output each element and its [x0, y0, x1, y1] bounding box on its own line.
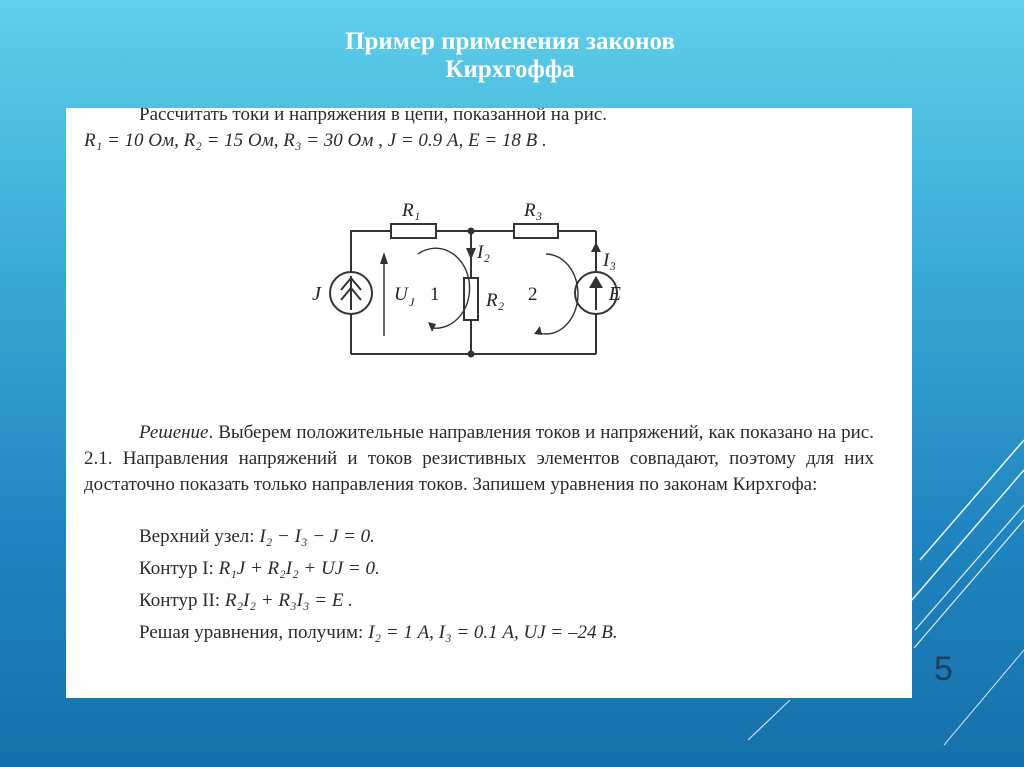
- result-label: Решая уравнения, получим:: [139, 622, 364, 643]
- label-r1: R₁: [402, 200, 421, 221]
- slide-title-line1: Пример применения законов: [345, 28, 675, 55]
- label-uj: U: [394, 284, 408, 305]
- current-arrow-i2: [466, 248, 476, 260]
- top-node-label: Верхний узел:: [139, 526, 255, 547]
- contour1-label: Контур I:: [139, 558, 214, 579]
- contour2-label: Контур II:: [139, 590, 221, 611]
- content-panel: [66, 108, 912, 698]
- solution-paragraph: [84, 420, 874, 498]
- contour2-equation: R₂I₂ + R₃I₃ = E .: [224, 590, 353, 611]
- equation-top-node: [139, 526, 375, 548]
- voltage-arrow-uj: [380, 252, 388, 336]
- label-r2: R₂: [486, 290, 505, 311]
- label-i3: I₃: [603, 250, 616, 271]
- label-e: E: [608, 283, 621, 305]
- equation-contour-2: [139, 590, 353, 612]
- contour1-equation: R₁J + R₂I₂ + UJ = 0.: [218, 558, 380, 579]
- resistor-r3: [514, 224, 558, 238]
- solution-text: . Выберем положительные направления токов и напряжений, как показано на рис. 2.1. Направления напряжений и токов резистивных элементов совпадают, поэтому для них достаточно показать только направления токов. Запишем уравнения по законам Кирхгофа:: [84, 422, 874, 495]
- resistor-r1: [391, 224, 436, 238]
- problem-parameters: R₁ = 10 Ом, R₂ = 15 Ом, R₃ = 30 Ом , J = 0.9 А, E = 18 В .: [84, 130, 547, 151]
- label-uj-sub: J: [409, 295, 415, 309]
- label-j: J: [312, 283, 321, 305]
- circuit-diagram: [306, 186, 626, 376]
- label-r3: R₃: [524, 200, 543, 221]
- label-i2: I₂: [477, 242, 490, 263]
- label-loop-2: 2: [528, 284, 538, 305]
- equation-result: [139, 622, 618, 644]
- slide-title: [250, 28, 770, 84]
- current-source-j: [330, 272, 372, 314]
- current-arrow-i3: [591, 242, 601, 252]
- loop-arrow-1: [418, 248, 470, 328]
- solution-lead: Решение: [139, 422, 209, 443]
- top-node-equation: I₂ − I₃ − J = 0.: [259, 526, 375, 547]
- slide-title-line2: Кирхгоффа: [445, 56, 575, 83]
- result-equation: I₂ = 1 А, I₃ = 0.1 А, UJ = –24 В.: [368, 622, 618, 643]
- loop-arrow-2: [536, 254, 578, 334]
- equation-contour-1: [139, 558, 380, 580]
- label-loop-1: 1: [430, 284, 440, 305]
- page-number: 5: [934, 650, 953, 688]
- resistor-r2: [464, 278, 478, 320]
- problem-statement: Рассчитать токи и напряжения в цепи, показанной на рис.: [139, 108, 608, 125]
